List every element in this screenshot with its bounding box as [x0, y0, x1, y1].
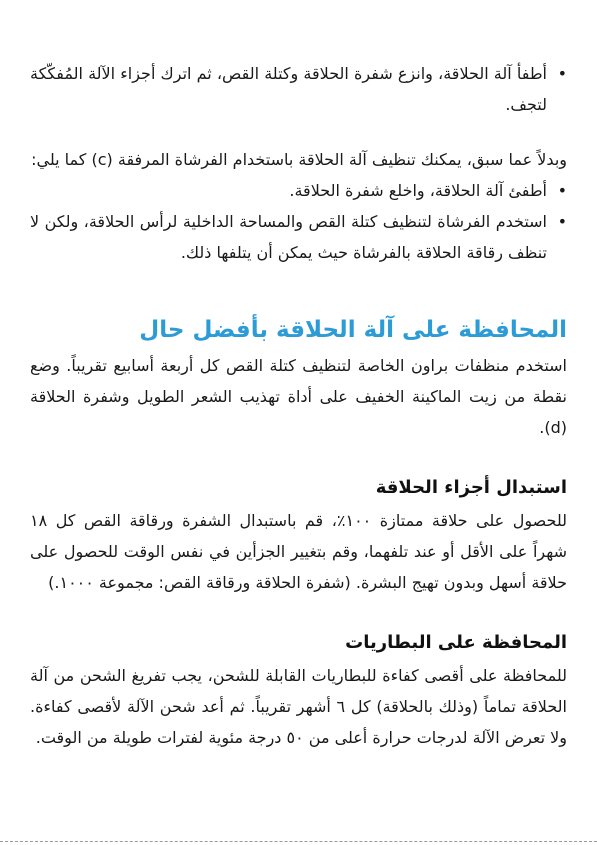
- brush-cleaning-step: • استخدم الفرشاة لتنظيف كتلة القص والمساحة الداخلية لرأس الحلاقة، ولكن لا تنظف رقاقة الحلاقة بالفرشاة حيث يمكن أن يتلفها ذلك.: [30, 206, 567, 268]
- cleaning-section: [30, 58, 567, 268]
- alternative-cleaning-intro: وبدلاً عما سبق، يمكنك تنظيف آلة الحلاقة باستخدام الفرشاة المرفقة (c) كما يلي:: [31, 150, 567, 169]
- batteries-body: للمحافظة على أقصى كفاءة للبطاريات القابلة للشحن، يجب تفريغ الشحن من آلة الحلاقة تماماً (وذلك بالحلاقة) كل ٦ أشهر تقريباً. ثم أعد شحن الآلة لأقصى كفاءة. ولا تعرض الآلة لدرجات حرارة أعلى من ٥٠ درجة مئوية لفترات طويلة من الوقت.: [30, 666, 567, 747]
- cleaning-steps-list: [30, 58, 567, 120]
- replacement-body: للحصول على حلاقة ممتازة ١٠٠٪، قم باستبدال الشفرة ورقاقة القص كل ١٨ شهراً على الأقل أو عند تلفهما، وقم بتغيير الجزأين في نفس الوقت للحصول على حلاقة أسهل وبدون تهيج البشرة. (شفرة الحلاقة ورقاقة القص: مجموعة ١٠٠٠.): [30, 511, 567, 592]
- maintenance-heading: المحافظة على آلة الحلاقة بأفضل حال: [139, 317, 567, 343]
- replacement-heading: استبدال أجزاء الحلاقة: [375, 477, 567, 498]
- page-bottom-rule: [0, 841, 597, 842]
- manual-page: [30, 58, 567, 753]
- batteries-heading: المحافظة على البطاريات: [345, 632, 567, 653]
- brush-cleaning-step: • أطفئ آلة الحلاقة، واخلع شفرة الحلاقة.: [30, 175, 567, 206]
- maintenance-body: استخدم منظفات براون الخاصة لتنظيف كتلة القص كل أربعة أسابيع تقريباً. وضع نقطة من زيت الماكينة الخفيف على أداة تهذيب الشعر الطويل وشفرة الحلاقة (d).: [30, 356, 567, 437]
- brush-cleaning-list: [30, 175, 567, 268]
- cleaning-step: • أطفأ آلة الحلاقة، وانزع شفرة الحلاقة وكتلة القص، ثم اترك أجزاء الآلة المُفكّكة لتجف.: [30, 58, 567, 120]
